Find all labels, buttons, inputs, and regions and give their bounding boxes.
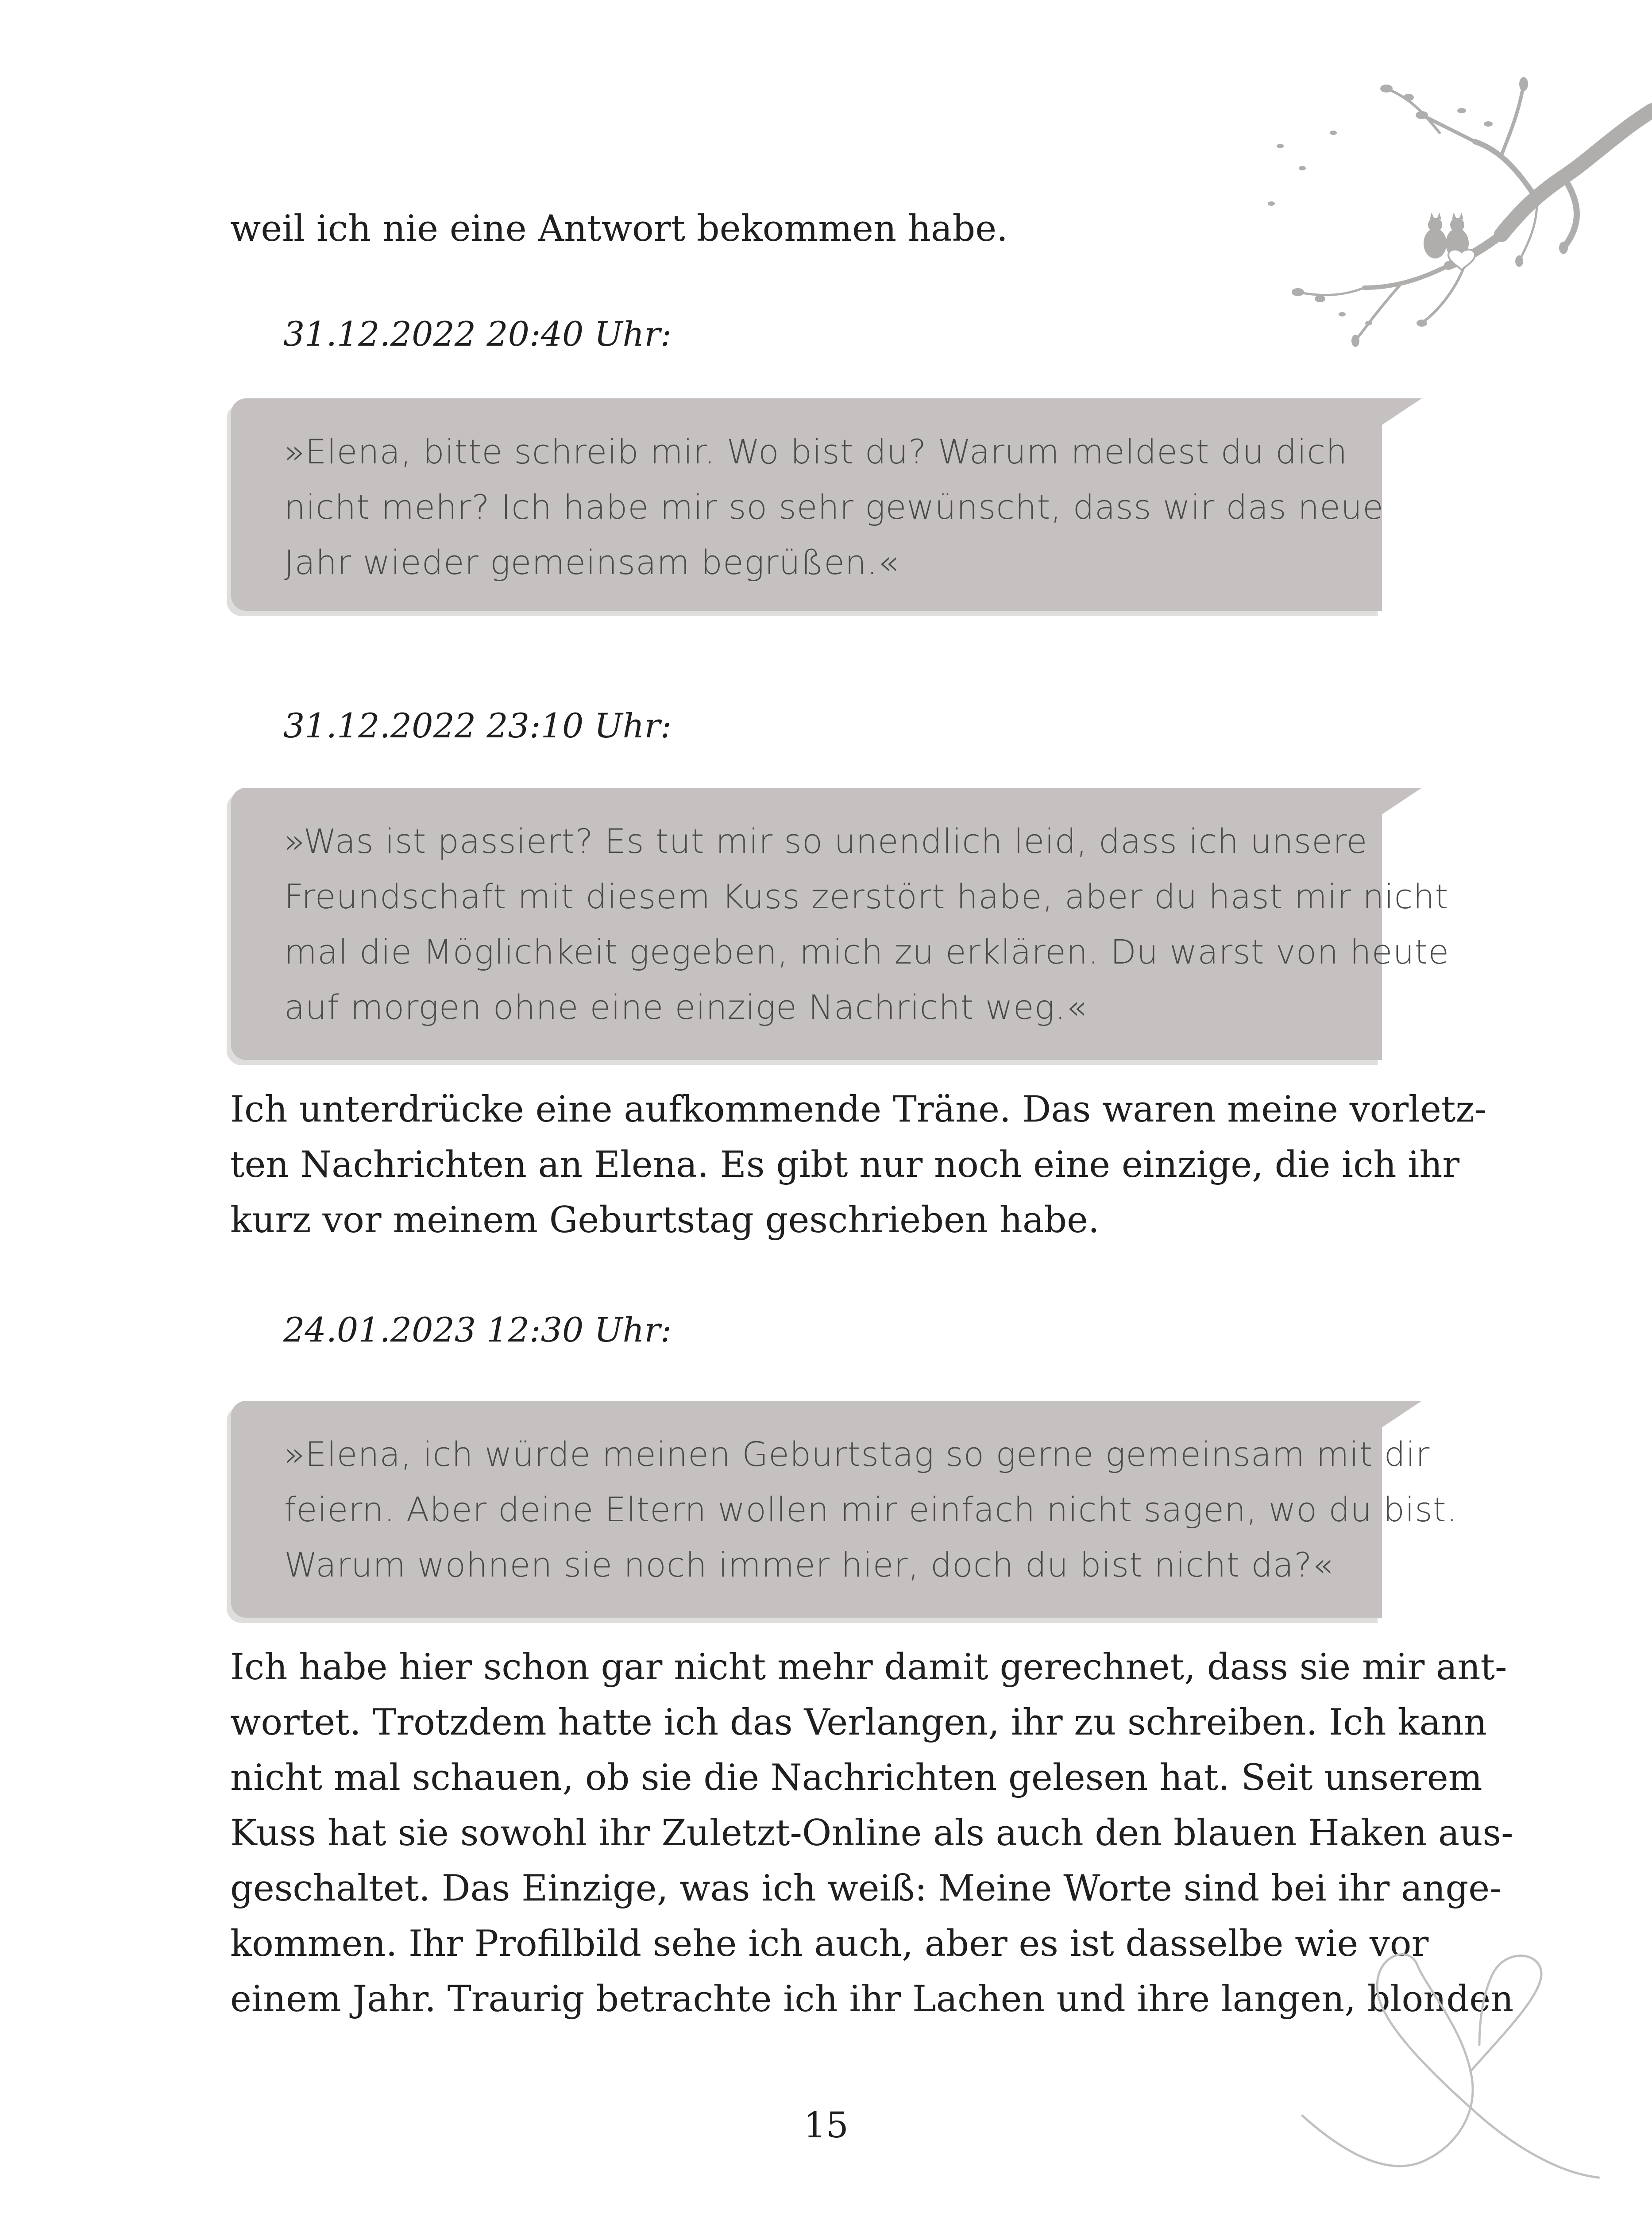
- message-bubble-3: [231, 1401, 1458, 1618]
- message-line: feiern. Aber deine Eltern wollen mir einfach nicht sagen, wo du bist.: [284, 1490, 1458, 1529]
- message-line: Freundschaft mit diesem Kuss zerstört habe, aber du hast mir nicht: [284, 877, 1449, 916]
- text-line: nicht mal schauen, ob sie die Nachrichten gelesen hat. Seit unserem: [230, 1757, 1482, 1799]
- message-bubble-2: [231, 788, 1450, 1060]
- text-line: einem Jahr. Traurig betrachte ich ihr Lachen und ihre langen, blonden: [230, 1978, 1514, 2020]
- message-line: »Elena, bitte schreib mir. Wo bist du? Warum meldest du dich: [284, 432, 1348, 471]
- message-line: auf morgen ohne eine einzige Nachricht weg.«: [284, 987, 1087, 1027]
- message-text-2: [284, 813, 1450, 1035]
- message-line: mal die Möglichkeit gegeben, mich zu erklären. Du warst von heute: [284, 932, 1450, 972]
- text-line: geschaltet. Das Einzige, was ich weiß: Meine Worte sind bei ihr ange-: [230, 1868, 1502, 1909]
- text-line: Ich habe hier schon gar nicht mehr damit gerechnet, dass sie mir ant-: [230, 1646, 1507, 1688]
- page-number: 15: [803, 2105, 849, 2146]
- text-line: Ich unterdrücke eine aufkommende Träne. Das waren meine vorletz-: [230, 1089, 1487, 1130]
- message-line: nicht mehr? Ich habe mir so sehr gewünscht, dass wir das neue: [284, 487, 1384, 527]
- message-line: Jahr wieder gemeinsam begrüßen.«: [284, 543, 899, 582]
- text-line: kommen. Ihr Profilbild sehe ich auch, aber es ist dasselbe wie vor: [230, 1923, 1429, 1965]
- text-paragraph-2: [230, 1082, 1487, 1248]
- text-line: wortet. Trotzdem hatte ich das Verlangen, ihr zu schreiben. Ich kann: [230, 1702, 1487, 1743]
- message-bubble-1: [231, 398, 1382, 611]
- message-line: »Elena, ich würde meinen Geburtstag so gerne gemeinsam mit dir: [284, 1434, 1430, 1474]
- text-paragraph-3: [230, 1640, 1514, 2027]
- message-timestamp-3: 24.01.2023 12:30 Uhr:: [283, 1310, 672, 1349]
- text-line: ten Nachrichten an Elena. Es gibt nur noch eine einzige, die ich ihr: [230, 1144, 1460, 1186]
- heart-line-icon: [1293, 1947, 1603, 2195]
- message-text-1: [284, 424, 1384, 590]
- text-line: weil ich nie eine Antwort bekommen habe.: [230, 208, 1008, 250]
- message-timestamp-1: 31.12.2022 20:40 Uhr:: [283, 314, 672, 354]
- message-text-3: [284, 1426, 1458, 1592]
- message-line: Warum wohnen sie noch immer hier, doch du bist nicht da?«: [284, 1545, 1334, 1585]
- message-line: »Was ist passiert? Es tut mir so unendlich leid, dass ich unsere: [284, 821, 1368, 861]
- text-line: kurz vor meinem Geburtstag geschrieben habe.: [230, 1199, 1100, 1241]
- message-timestamp-2: 31.12.2022 23:10 Uhr:: [283, 706, 672, 745]
- text-paragraph-intro: [230, 201, 1421, 257]
- text-line: Kuss hat sie sowohl ihr Zuletzt-Online als auch den blauen Haken aus-: [230, 1812, 1513, 1854]
